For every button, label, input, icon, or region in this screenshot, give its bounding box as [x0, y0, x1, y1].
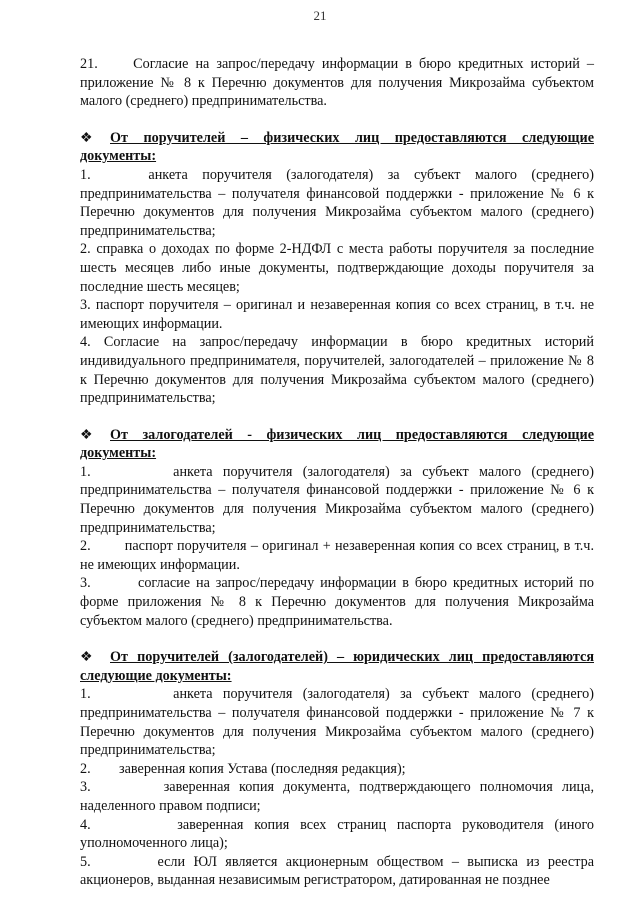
diamond-bullet-icon: ❖: [80, 129, 93, 146]
diamond-bullet-icon: ❖: [80, 426, 93, 443]
list-item: 4. заверенная копия всех страниц паспорта руководителя (иного уполномоченного лица);: [80, 816, 594, 852]
list-item: 2. заверенная копия Устава (последняя редакция);: [80, 760, 406, 777]
section-heading-text: От поручителей – физических лиц предоставляются следующие документы:: [80, 129, 594, 165]
intro-item: [80, 55, 594, 111]
list-item: 3. согласие на запрос/передачу информации в бюро кредитных историй по форме приложения № 8 к Перечню документов для получения Микрозайма субъектом малого (среднего) предпринимательства.: [80, 575, 594, 629]
page-number: 21: [313, 8, 327, 23]
spacer: [80, 408, 594, 426]
list-item: 3. заверенная копия документа, подтверждающего полномочия лица, наделенного правом подписи;: [80, 779, 594, 814]
section-legal-entities: [80, 648, 594, 890]
list-item: 3. паспорт поручителя – оригинал и незаверенная копия со всех страниц, в т.ч. не имеющих информации.: [80, 297, 594, 332]
spacer: [80, 111, 594, 129]
document-body: [80, 55, 594, 890]
section-guarantors-individuals: [80, 129, 594, 408]
section-pledgors-individuals: [80, 426, 594, 631]
list-item: 4. Согласие на запрос/передачу информации в бюро кредитных историй индивидуального предпринимателя, поручителей, залогодателей – приложение № 8 к Перечню документов для получения Микрозайма субъектом малого (среднего) предпринимательства;: [80, 334, 594, 407]
intro-item-number: 21.: [80, 56, 98, 72]
section-heading: [80, 426, 594, 463]
section-heading-text: От залогодателей - физических лиц предоставляются следующие документы:: [80, 426, 594, 462]
diamond-bullet-icon: ❖: [80, 649, 93, 666]
spacer: [80, 630, 594, 648]
section-heading-text: От поручителей (залогодателей) – юридических лиц предоставляются следующие документы:: [80, 649, 594, 684]
section-heading: [80, 648, 594, 685]
list-item: 1. анкета поручителя (залогодателя) за субъект малого (среднего) предпринимательства – получателя финансовой поддержки - приложение № 6 к Перечню документов для получения Микрозайма субъектом малого (среднего) предпринимательства;: [80, 166, 594, 239]
list-item: 1. анкета поручителя (залогодателя) за субъект малого (среднего) предпринимательства – получателя финансовой поддержки - приложение № 6 к Перечню документов для получения Микрозайма субъектом малого (среднего) предпринимательства;: [80, 463, 594, 536]
list-item: 2. справка о доходах по форме 2-НДФЛ с места работы поручителя за последние шесть месяцев либо иные документы, подтверждающие доходы поручителя за последние шесть месяцев;: [80, 241, 594, 295]
list-item: 2. паспорт поручителя – оригинал + незаверенная копия со всех страниц, в т.ч. не имеющих информации.: [80, 538, 594, 573]
list-item: 1. анкета поручителя (залогодателя) за субъект малого (среднего) предпринимательства – получателя финансовой поддержки - приложение № 7 к Перечню документов для получения Микрозайма субъектом малого (среднего) предпринимательства;: [80, 686, 594, 759]
list-item: 5. если ЮЛ является акционерным обществом – выписка из реестра акционеров, выданная независимым регистратором, датированная не позднее: [80, 853, 594, 889]
section-heading: [80, 129, 594, 166]
intro-item-text: Согласие на запрос/передачу информации в бюро кредитных историй – приложение № 8 к Перечню документов для получения Микрозайма субъектом малого (среднего) предпринимательства.: [80, 56, 594, 110]
